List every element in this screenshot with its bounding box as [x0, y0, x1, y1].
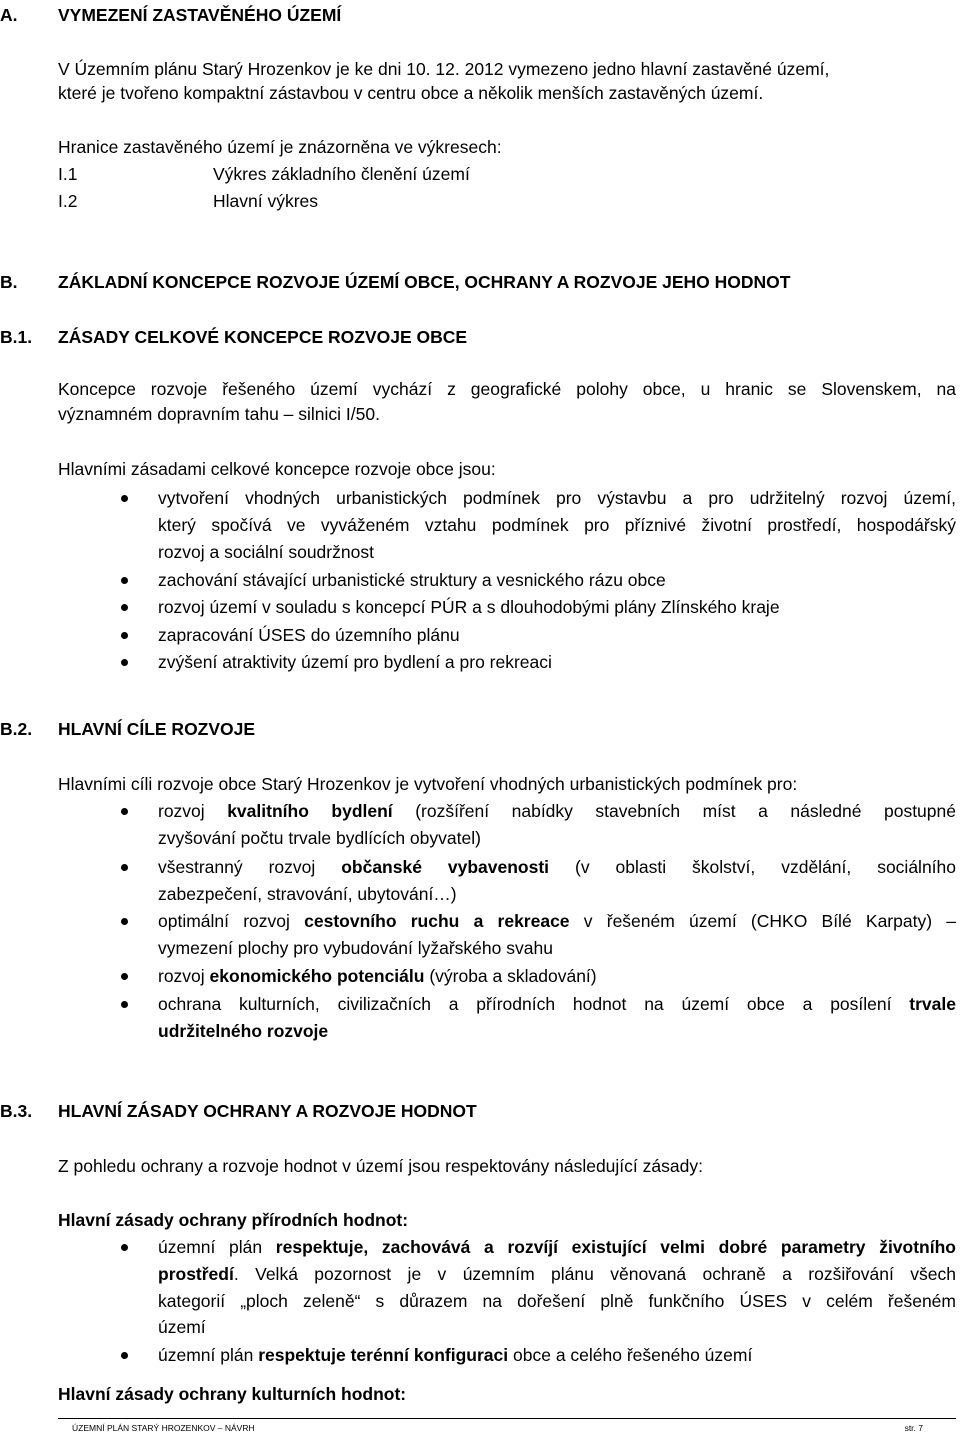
principle-2-real: zachování stávající urbanistické struktury a vesnického rázu obce	[158, 570, 666, 590]
page-number: str. 7	[904, 1423, 923, 1433]
principle-3: rozvoj území v souladu s koncepcí PÚR a s dlouhodobými plány Zlínského kraje	[158, 597, 780, 617]
principle-1-line1: vytvoření vhodných urbanistických podmínek pro výstavbu a pro udržitelný rozvoj území,	[158, 488, 956, 508]
section-a-number: A.	[0, 5, 18, 25]
natural-1-line4: území	[158, 1317, 206, 1337]
principle-1-line2: který spočívá ve vyváženém vztahu podmínek pro příznivé životní prostředí, hospodářský	[158, 515, 956, 535]
goal-1-line2: zvyšování počtu trvale bydlících obyvatel)	[158, 828, 481, 848]
principle-4: zapracování ÚSES do územního plánu	[158, 625, 460, 645]
section-b3-number: B.3.	[0, 1101, 33, 1121]
footer-rule	[58, 1418, 956, 1419]
natural-values-heading: Hlavní zásady ochrany přírodních hodnot:	[58, 1210, 409, 1230]
drawing-2-code: I.2	[58, 191, 78, 211]
goal-2-line2: zabezpečení, stravování, ubytování…)	[158, 884, 457, 904]
goals-intro: Hlavními cíli rozvoje obce Starý Hrozenkov je vytvoření vhodných urbanistických podmínek pro:	[58, 774, 798, 794]
footer-title: ÚZEMNÍ PLÁN STARÝ HROZENKOV – NÁVRH	[72, 1423, 255, 1433]
section-b1-heading: ZÁSADY CELKOVÉ KONCEPCE ROZVOJE OBCE	[58, 327, 468, 347]
drawing-1-name: Výkres základního členění území	[213, 164, 470, 184]
goal-5-line2: udržitelného rozvoje	[158, 1021, 329, 1041]
section-b-number: B.	[0, 272, 18, 292]
natural-1-line3: kategorií „ploch zeleně“ s důrazem na dořešení plně funkčního ÚSES v celém řešeném	[158, 1291, 956, 1311]
section-a-para-line2: které je tvořeno kompaktní zástavbou v centru obce a několik menších zastavěných území.	[58, 83, 764, 103]
cultural-values-heading: Hlavní zásady ochrany kulturních hodnot:	[58, 1384, 407, 1404]
goal-3-line1: optimální rozvoj cestovního ruchu a rekreace v řešeném území (CHKO Bílé Karpaty) –	[158, 911, 956, 931]
section-a-para-line1: V Územním plánu Starý Hrozenkov je ke dni 10. 12. 2012 vymezeno jedno hlavní zastavěné území,	[58, 59, 830, 79]
goal-5-line1: ochrana kulturních, civilizačních a přírodních hodnot na území obce a posílení trvale	[158, 994, 956, 1014]
section-b1-number: B.1.	[0, 327, 33, 347]
goal-1-line1: rozvoj kvalitního bydlení (rozšíření nabídky stavebních míst a následné postupné	[158, 801, 956, 821]
natural-1-line1: územní plán respektuje, zachovává a rozvíjí existující velmi dobré parametry životního	[158, 1237, 956, 1257]
b1-para-line1: Koncepce rozvoje řešeného území vychází z geografické polohy obce, u hranic se Slovenskem, na	[58, 379, 956, 399]
section-a-heading: VYMEZENÍ ZASTAVĚNÉHO ÚZEMÍ	[58, 5, 342, 25]
drawing-2-name: Hlavní výkres	[213, 191, 319, 211]
section-b-heading: ZÁKLADNÍ KONCEPCE ROZVOJE ÚZEMÍ OBCE, OCHRANY A ROZVOJE JEHO HODNOT	[58, 272, 791, 292]
section-b3-heading: HLAVNÍ ZÁSADY OCHRANY A ROZVOJE HODNOT	[58, 1101, 477, 1121]
drawings-intro: Hranice zastavěného území je znázorněna ve výkresech:	[58, 137, 502, 157]
section-b2-number: B.2.	[0, 719, 33, 739]
principles-intro: Hlavními zásadami celkové koncepce rozvoje obce jsou:	[58, 459, 496, 479]
natural-1-line2: prostředí. Velká pozornost je v územním plánu věnovaná ochraně a rozšiřování všech	[158, 1264, 956, 1284]
b1-para-line2: významném dopravním tahu – silnici I/50.	[58, 404, 380, 424]
principle-1-line3: rozvoj a sociální soudržnost	[158, 542, 374, 562]
b3-intro: Z pohledu ochrany a rozvoje hodnot v území jsou respektovány následující zásady:	[58, 1156, 703, 1176]
goal-3-line2: vymezení plochy pro vybudování lyžařského svahu	[158, 938, 553, 958]
goal-4: rozvoj ekonomického potenciálu (výroba a skladování)	[158, 966, 597, 986]
section-b2-heading: HLAVNÍ CÍLE ROZVOJE	[58, 719, 256, 739]
principle-5: zvýšení atraktivity území pro bydlení a pro rekreaci	[158, 652, 552, 672]
natural-2: územní plán respektuje terénní konfiguraci obce a celého řešeného území	[158, 1345, 753, 1365]
goal-2-line1: všestranný rozvoj občanské vybavenosti (v oblasti školství, vzdělání, sociálního	[158, 857, 957, 877]
drawing-1-code: I.1	[58, 164, 78, 184]
